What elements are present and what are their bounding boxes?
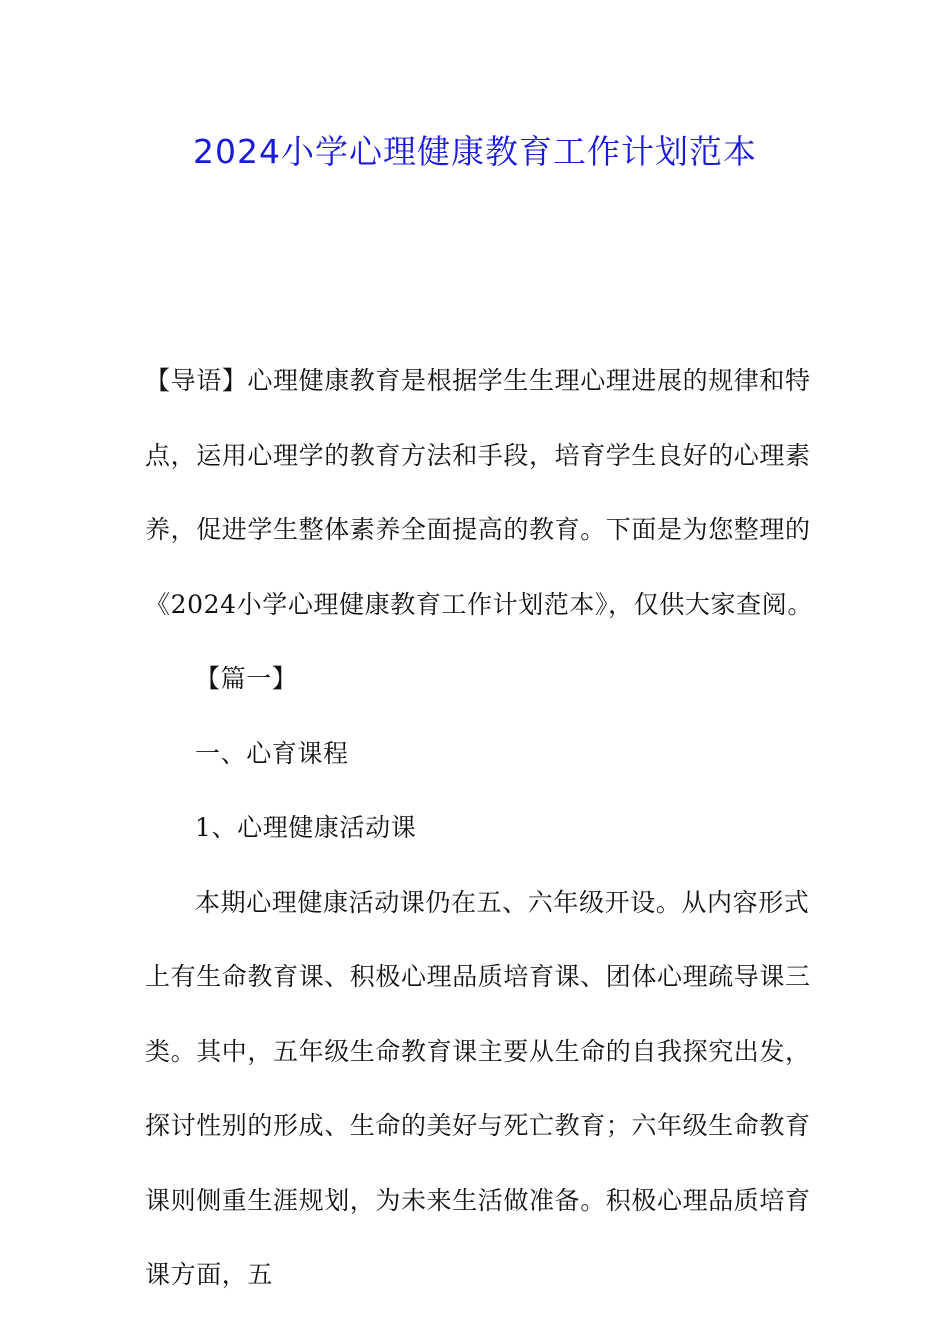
document-body [145,344,815,1313]
heading-level-1: 一、心育课程 [195,738,349,768]
document-title: 2024小学心理健康教育工作计划范本 [193,132,757,171]
section-label: 【篇一】 [195,664,298,693]
intro-paragraph: 【导语】心理健康教育是根据学生生理心理进展的规律和特点，运用心理学的教育方法和手段，培育学生良好的心理素养，促进学生整体素养全面提高的教育。下面是为您整理的《2024小学心理健康教育工作计划范本》，仅供大家查阅。 [145,366,813,619]
body-paragraph: 本期心理健康活动课仍在五、六年级开设。从内容形式上有生命教育课、积极心理品质培育课、团体心理疏导课三类。其中，五年级生命教育课主要从生命的自我探究出发，探讨性别的形成、生命的美好与死亡教育；六年级生命教育课则侧重生涯规划，为未来生活做准备。积极心理品质培育课方面，五 [145,887,811,1289]
heading-level-2: 1、心理健康活动课 [195,813,417,842]
